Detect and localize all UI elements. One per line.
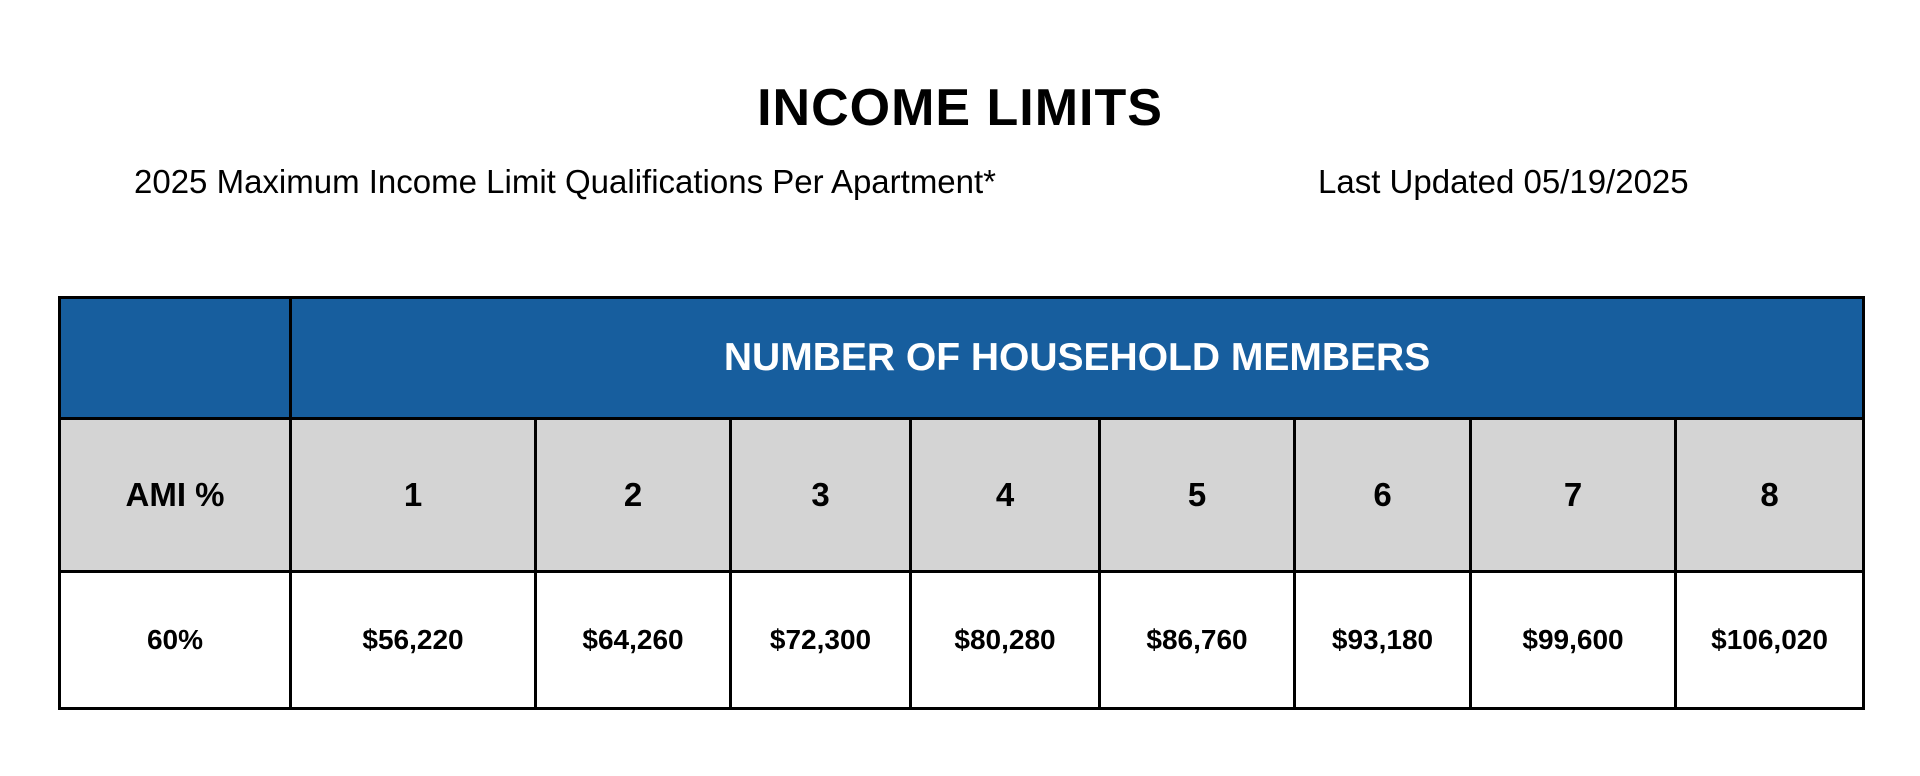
column-header: 8 [1676,419,1864,572]
income-cell: $86,760 [1100,572,1295,709]
table-row [60,572,1864,709]
column-header: 1 [291,419,536,572]
column-header: 5 [1100,419,1295,572]
household-members-header: NUMBER OF HOUSEHOLD MEMBERS [291,298,1864,419]
page-title: INCOME LIMITS [757,79,1163,137]
column-header: 7 [1471,419,1676,572]
income-cell: $106,020 [1676,572,1864,709]
last-updated: Last Updated 05/19/2025 [1318,163,1689,200]
column-header: 3 [731,419,911,572]
group-header-row [60,298,1864,419]
column-header: 4 [911,419,1100,572]
column-header-row [60,419,1864,572]
income-cell: $93,180 [1295,572,1471,709]
empty-corner-cell [60,298,291,419]
column-header: 2 [536,419,731,572]
income-cell: $64,260 [536,572,731,709]
column-header: 6 [1295,419,1471,572]
income-cell: $72,300 [731,572,911,709]
income-cell: $99,600 [1471,572,1676,709]
subtitle: 2025 Maximum Income Limit Qualifications Per Apartment* [134,163,997,200]
ami-cell: 60% [60,572,291,709]
income-cell: $56,220 [291,572,536,709]
ami-header: AMI % [60,419,291,572]
income-limits-table [58,296,1865,710]
income-cell: $80,280 [911,572,1100,709]
